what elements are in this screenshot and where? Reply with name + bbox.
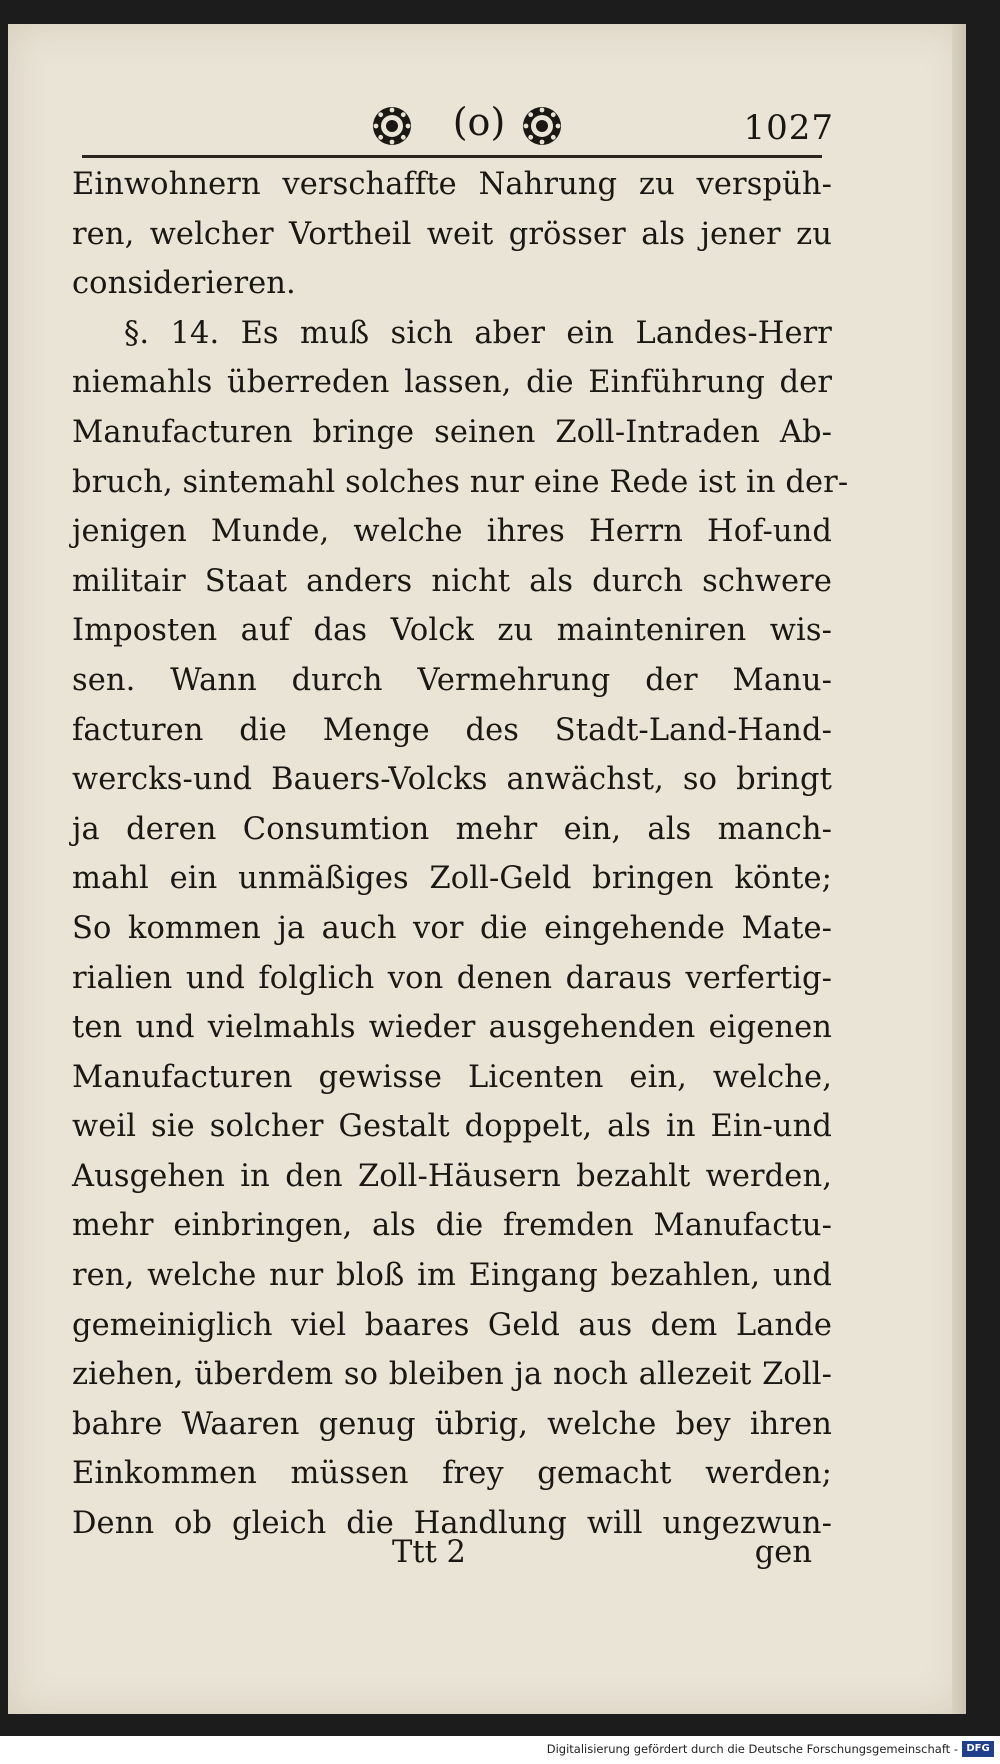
- page-edge: [952, 24, 966, 1714]
- header-rule: [82, 155, 822, 158]
- text-line: ja deren Consumtion mehr ein, als manch-: [72, 811, 832, 847]
- text-line: rialien und folglich von denen daraus verfertig-: [72, 960, 832, 996]
- text-line: facturen die Menge des Stadt-Land-Hand-: [72, 712, 832, 748]
- header-mark: (o): [452, 100, 506, 144]
- text-line: Imposten auf das Volck zu mainteniren wis-: [72, 613, 832, 649]
- rosette-ornament-icon: [520, 104, 564, 148]
- digitization-footer: [0, 1736, 1000, 1764]
- catchword: gen: [754, 1535, 812, 1570]
- text-line: considerieren.: [72, 266, 296, 302]
- text-line: ziehen, überdem so bleiben ja noch allezeit Zoll-: [72, 1357, 832, 1393]
- text-line: Denn ob gleich die Handlung will ungezwun-: [72, 1506, 832, 1542]
- funding-credit: Digitalisierung gefördert durch die Deutsche Forschungsgemeinschaft -: [546, 1742, 958, 1756]
- text-line: bruch, sintemahl solches nur eine Rede ist in der-: [72, 464, 849, 500]
- sheet-signature: Ttt 2: [392, 1535, 466, 1570]
- text-line: bahre Waaren genug übrig, welche bey ihren: [72, 1406, 832, 1442]
- dfg-logo-icon: DFG: [962, 1741, 994, 1757]
- text-line: gemeiniglich viel baares Geld aus dem Lande: [72, 1307, 832, 1343]
- text-line: weil sie solcher Gestalt doppelt, als in Ein-und: [72, 1109, 832, 1145]
- catchline: [72, 1535, 812, 1585]
- text-line: Einwohnern verschaffte Nahrung zu verspüh-: [72, 167, 832, 202]
- page-number: 1027: [743, 108, 834, 148]
- text-line: militair Staat anders nicht als durch schwere: [72, 563, 832, 599]
- text-line: jenigen Munde, welche ihres Herrn Hof-und: [72, 514, 832, 550]
- body-text: [72, 160, 849, 1549]
- text-line: ren, welche nur bloß im Eingang bezahlen, und: [72, 1258, 832, 1294]
- text-line: Ausgehen in den Zoll-Häusern bezahlt werden,: [72, 1158, 832, 1194]
- rosette-ornament-icon: [370, 104, 414, 148]
- text-line: ren, welcher Vortheil weit grösser als jener zu: [72, 216, 832, 252]
- text-line: mahl ein unmäßiges Zoll-Geld bringen könte;: [72, 861, 832, 897]
- text-line: So kommen ja auch vor die eingehende Mate-: [72, 910, 832, 946]
- text-line: mehr einbringen, als die fremden Manufactu-: [72, 1208, 832, 1244]
- text-line: §. 14. Es muß sich aber ein Landes-Herr: [124, 315, 832, 351]
- text-line: wercks-und Bauers-Volcks anwächst, so bringt: [72, 762, 832, 798]
- text-line: Manufacturen bringe seinen Zoll-Intraden Ab-: [72, 414, 832, 450]
- text-line: Einkommen müssen frey gemacht werden;: [72, 1456, 832, 1492]
- text-line: sen. Wann durch Vermehrung der Manu-: [72, 662, 832, 698]
- text-line: Manufacturen gewisse Licenten ein, welche,: [72, 1059, 832, 1095]
- text-line: niemahls überreden lassen, die Einführung der: [72, 365, 832, 401]
- page-header: [80, 100, 840, 152]
- text-line: ten und vielmahls wieder ausgehenden eigenen: [72, 1010, 832, 1046]
